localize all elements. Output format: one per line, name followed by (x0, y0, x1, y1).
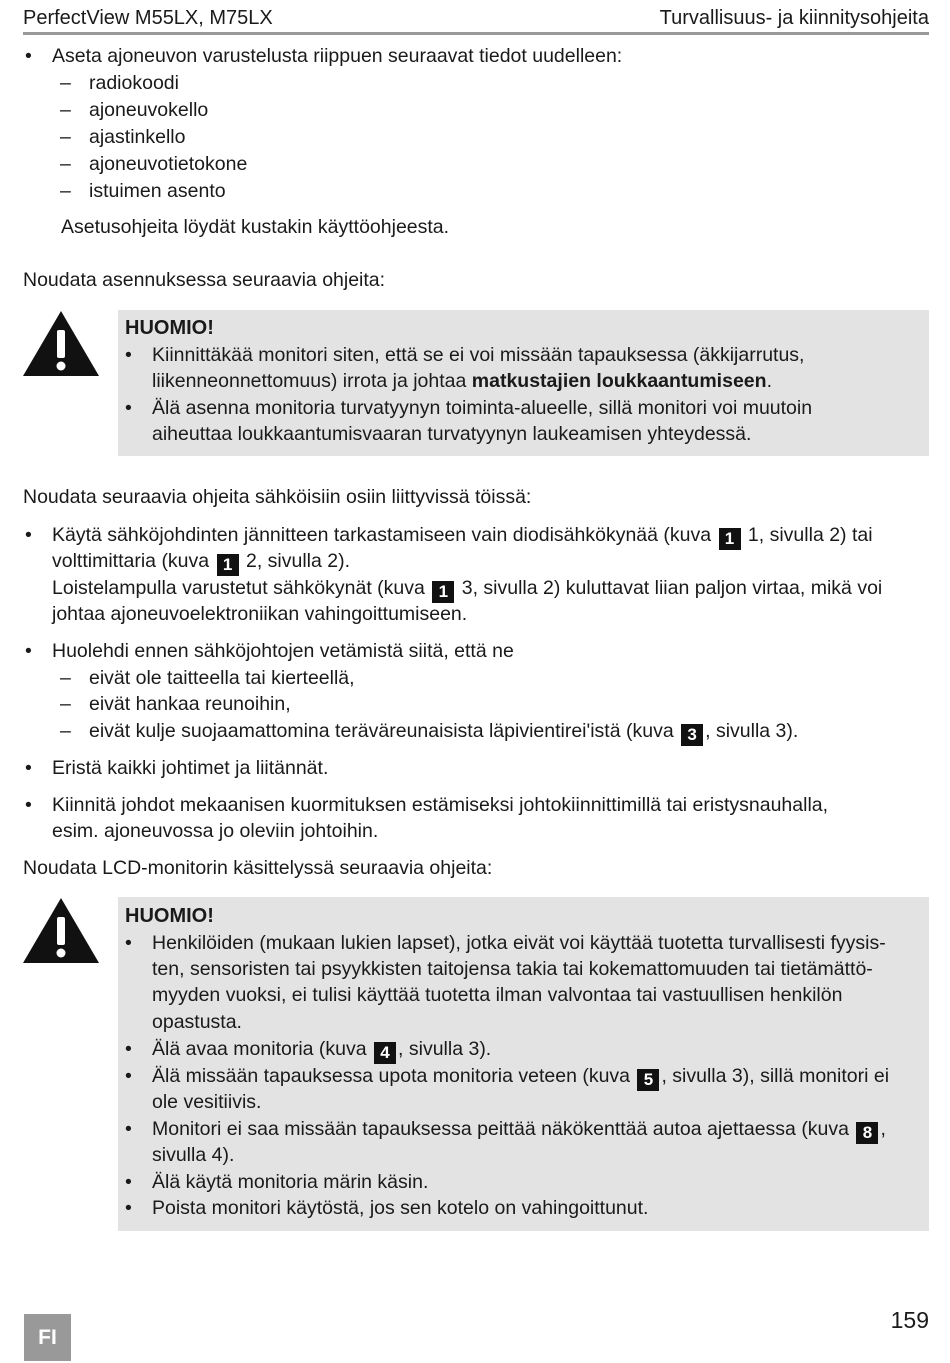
warning-title: HUOMIO! (125, 317, 214, 339)
warning-item-cont: sivulla 4). (152, 1144, 235, 1166)
text: volttimittaria (kuva (52, 550, 210, 572)
warning-title: HUOMIO! (125, 905, 214, 927)
warning-item: • Poista monitori käytöstä, jos sen kotelo on vahingoittunut. (152, 1195, 648, 1221)
figure-ref: 1 (719, 528, 741, 550)
page-header (23, 4, 929, 35)
warning-item: • Kiinnittäkää monitori siten, että se ei voi missään tapauksessa (äkkijarrutus, (152, 342, 804, 368)
warning-item (152, 1116, 886, 1144)
figure-ref: 3 (681, 724, 703, 746)
install-intro: Noudata asennuksessa seuraavia ohjeita: (23, 269, 386, 291)
header-product: PerfectView M55LX, M75LX (23, 7, 273, 29)
warning-item (152, 1063, 889, 1091)
cable-item: – eivät hankaa reunoihin, (89, 691, 291, 717)
warning-item: • Henkilöiden (mukaan lukien lapset), jotka eivät voi käyttää tuotetta turvallisesti fyysis- (152, 930, 886, 956)
figure-ref: 4 (374, 1042, 396, 1064)
reset-item: – ajoneuvotietokone (89, 151, 247, 177)
warning-item: • Älä asenna monitoria turvatyynyn toiminta-alueelle, sillä monitori voi muutoin (152, 395, 812, 421)
text: , sivulla 3). (705, 720, 799, 742)
electrical-item-cont (52, 575, 882, 603)
text: Älä avaa monitoria (kuva (152, 1038, 367, 1060)
lcd-intro: Noudata LCD-monitorin käsittelyssä seuraavia ohjeita: (23, 857, 493, 879)
warning-item-cont: aiheuttaa loukkaantumisvaaran turvatyynyn laukeamisen yhteydessä. (152, 423, 752, 445)
text: , (880, 1118, 886, 1140)
text: Käytä sähköjohdinten jännitteen tarkastamiseen vain diodisähkökynää (kuva (52, 524, 712, 546)
warning-item-cont: ole vesitiivis. (152, 1091, 262, 1113)
text: eivät kulje suojaamattomina teräväreunaisista läpivientirei'istä (kuva (89, 720, 674, 742)
figure-ref: 5 (637, 1069, 659, 1091)
electrical-intro: Noudata seuraavia ohjeita sähköisiin osiin liittyvissä töissä: (23, 486, 532, 508)
electrical-item: • Huolehdi ennen sähköjohtojen vetämistä siitä, että ne (52, 638, 514, 664)
text: Älä missään tapauksessa upota monitoria veteen (kuva (152, 1065, 631, 1087)
warning-item-cont: ten, sensoristen tai psyykkisten taitojensa takia tai kokemattomuuden tai tietämättö- (152, 958, 873, 980)
reset-settings-bullet: • Aseta ajoneuvon varustelusta riippuen seuraavat tiedot uudelleen: (52, 43, 622, 69)
text: Loistelampulla varustetut sähkökynät (kuva (52, 577, 425, 599)
electrical-item: • Eristä kaikki johtimet ja liitännät. (52, 755, 328, 781)
reset-item: – istuimen asento (89, 178, 226, 204)
reset-item: – ajoneuvokello (89, 97, 208, 123)
figure-ref: 1 (432, 581, 454, 603)
warning-item-cont: myyden vuoksi, ei tulisi käyttää tuotetta ilman valvontaa tai vastuullisen henkilön (152, 984, 843, 1006)
page-number: 159 (890, 1307, 929, 1333)
electrical-item-cont: esim. ajoneuvossa jo oleviin johtoihin. (52, 820, 379, 842)
electrical-item-cont (52, 548, 350, 576)
text: , sivulla 3), sillä monitori ei (661, 1065, 890, 1087)
cable-item (89, 718, 798, 746)
electrical-item: • Kiinnitä johdot mekaanisen kuormituksen estämiseksi johtokiinnittimillä tai eristysnauhalla, (52, 792, 828, 818)
text: 1, sivulla 2) tai (747, 524, 873, 546)
cable-item: – eivät ole taitteella tai kierteellä, (89, 665, 355, 691)
reset-item: – ajastinkello (89, 124, 185, 150)
warning-item (152, 1036, 491, 1064)
warning-item-cont: opastusta. (152, 1011, 242, 1033)
warning-triangle-icon (22, 896, 100, 964)
text: 3, sivulla 2) kuluttavat liian paljon virtaa, mikä voi (461, 577, 883, 599)
figure-ref: 8 (856, 1122, 878, 1144)
language-tab: FI (24, 1314, 71, 1361)
text: 2, sivulla 2). (245, 550, 351, 572)
warning-text: liikenneonnettomuus) irrota ja johtaa (152, 370, 472, 392)
text: Monitori ei saa missään tapauksessa peittää näkökenttää autoa ajettaessa (kuva (152, 1118, 850, 1140)
electrical-item-cont: johtaa ajoneuvoelektroniikan vahingoittumiseen. (52, 603, 468, 625)
settings-note: Asetusohjeita löydät kustakin käyttöohjeesta. (61, 216, 450, 238)
electrical-item (52, 522, 873, 550)
warning-item-cont (152, 368, 772, 394)
warning-emphasis: matkustajien loukkaantumiseen (471, 370, 767, 392)
header-section: Turvallisuus- ja kiinnitysohjeita (659, 7, 929, 29)
figure-ref: 1 (217, 554, 239, 576)
warning-text: . (766, 370, 772, 392)
text: , sivulla 3). (398, 1038, 492, 1060)
reset-item: – radiokoodi (89, 70, 179, 96)
warning-triangle-icon (22, 309, 100, 377)
warning-item: • Älä käytä monitoria märin käsin. (152, 1169, 428, 1195)
